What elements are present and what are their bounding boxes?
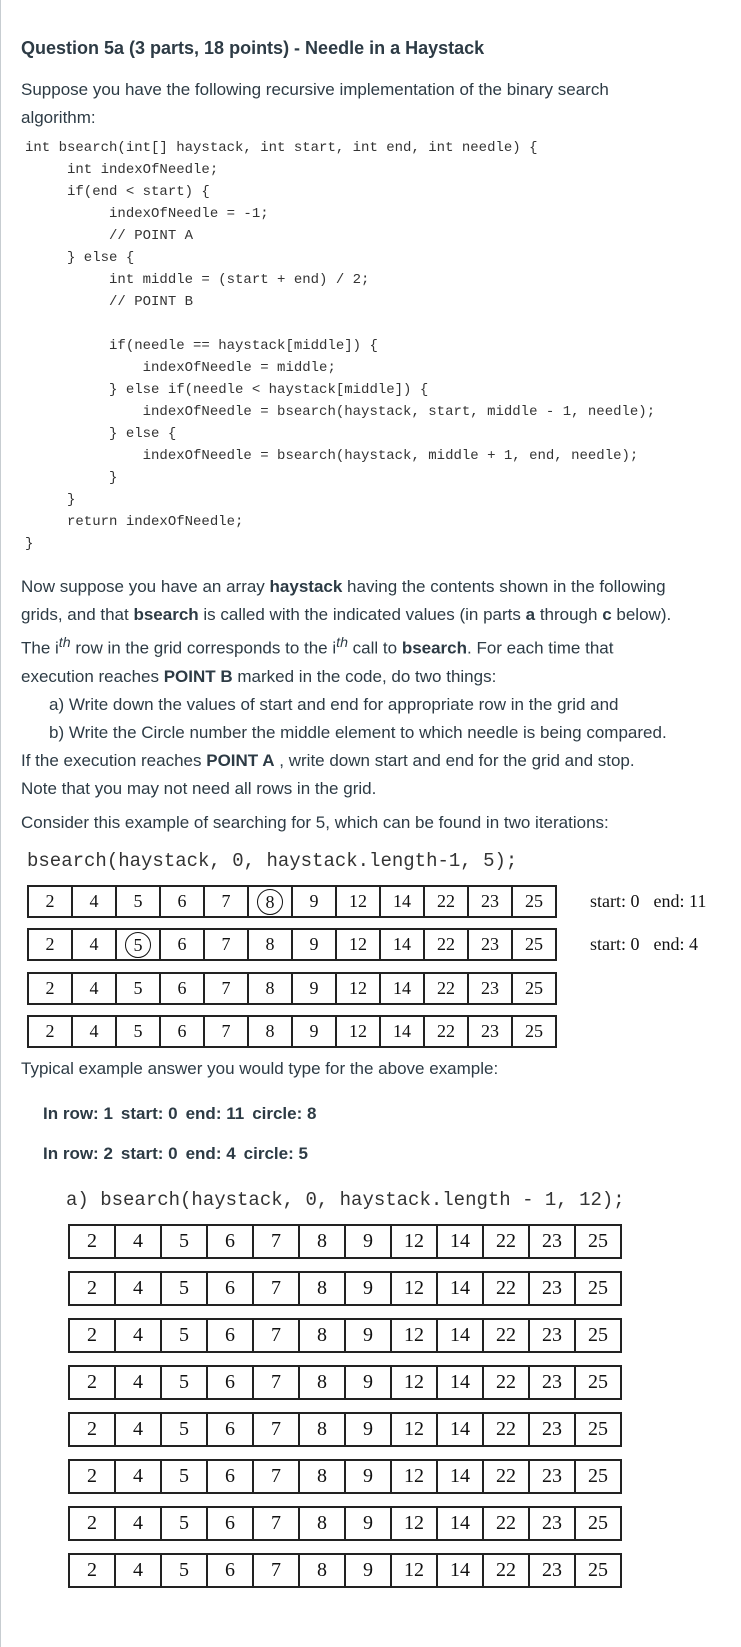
grid-cell: 12 (391, 1554, 437, 1587)
grid-cell: 2 (28, 1016, 72, 1047)
grid-cell: 5 (116, 886, 160, 917)
grid-cell: 14 (380, 929, 424, 960)
grid-cell: 22 (424, 886, 468, 917)
grid-cell: 12 (391, 1225, 437, 1258)
grid-cell: 8 (299, 1366, 345, 1399)
grid-cell: 22 (483, 1460, 529, 1493)
grid-cell: 23 (529, 1366, 575, 1399)
grid-cell: 5 (161, 1319, 207, 1352)
grid-cell: 7 (204, 929, 248, 960)
grid-cell: 25 (575, 1366, 621, 1399)
grid-cell: 14 (437, 1460, 483, 1493)
grid-cell: 9 (345, 1413, 391, 1446)
grid-cell: 12 (336, 929, 380, 960)
grid-cell: 23 (529, 1272, 575, 1305)
grid-cell: 5 (161, 1460, 207, 1493)
grid-cell: 8 (299, 1272, 345, 1305)
grid-cell: 22 (483, 1413, 529, 1446)
grid-cell (248, 886, 292, 917)
grid-cell: 4 (115, 1413, 161, 1446)
grid-cell: 9 (345, 1319, 391, 1352)
grid-cell: 14 (380, 1016, 424, 1047)
part-a-grid-row-1 (68, 1224, 622, 1259)
grid-cell: 6 (160, 886, 204, 917)
grid-cell: 22 (483, 1366, 529, 1399)
grid-cell: 14 (437, 1366, 483, 1399)
grid-cell: 4 (115, 1272, 161, 1305)
grid-cell: 4 (72, 973, 116, 1004)
answer-row-2: In row: 2 start: 0 end: 4 circle: 5 (43, 1144, 308, 1163)
grid-cell: 7 (253, 1272, 299, 1305)
grid-cell: 9 (345, 1272, 391, 1305)
grid-cell: 2 (69, 1225, 115, 1258)
part-a-grid-row-4 (68, 1365, 622, 1400)
grid-cell: 9 (292, 973, 336, 1004)
example-grid-row-2 (27, 928, 557, 961)
grid-cell: 6 (207, 1413, 253, 1446)
instr-line-6: b) Write the Circle number the middle element to which needle is being compared. (49, 722, 667, 742)
grid-cell: 8 (248, 1016, 292, 1047)
part-a-grid-row-8 (68, 1553, 622, 1588)
circled-middle-value: 8 (257, 889, 283, 915)
grid-cell: 7 (253, 1366, 299, 1399)
example-call: bsearch(haystack, 0, haystack.length-1, 5); (27, 850, 518, 872)
grid-cell: 22 (483, 1507, 529, 1540)
grid-cell: 5 (161, 1272, 207, 1305)
grid-cell: 4 (115, 1319, 161, 1352)
grid-cell: 9 (345, 1507, 391, 1540)
grid-cell: 7 (204, 973, 248, 1004)
grid-cell: 12 (336, 886, 380, 917)
grid-cell: 4 (115, 1366, 161, 1399)
grid-cell: 14 (380, 886, 424, 917)
grid-cell: 23 (529, 1554, 575, 1587)
grid-cell: 2 (69, 1413, 115, 1446)
grid-cell: 22 (483, 1225, 529, 1258)
grid-cell: 22 (483, 1272, 529, 1305)
grid-cell: 14 (437, 1413, 483, 1446)
grid-cell: 25 (575, 1507, 621, 1540)
intro-line-2: algorithm: (21, 108, 96, 127)
grid-cell: 22 (424, 973, 468, 1004)
grid-cell: 14 (437, 1507, 483, 1540)
grid-cell: 12 (391, 1366, 437, 1399)
grid-cell: 4 (72, 886, 116, 917)
instr-line-2: grids, and that bsearch is called with the indicated values (in parts a through c below). (21, 605, 672, 624)
grid-cell: 8 (299, 1460, 345, 1493)
grid-cell: 2 (28, 886, 72, 917)
grid-cell: 5 (161, 1225, 207, 1258)
grid-cell: 23 (468, 973, 512, 1004)
grid-cell: 12 (391, 1413, 437, 1446)
example-start-end-label: start: 0 end: 4 (590, 934, 698, 954)
grid-cell: 2 (69, 1272, 115, 1305)
instructions-paragraph (21, 573, 671, 803)
grid-cell: 14 (437, 1554, 483, 1587)
grid-cell: 6 (207, 1225, 253, 1258)
part-a-grid-row-6 (68, 1459, 622, 1494)
grid-cell: 6 (207, 1272, 253, 1305)
grid-cell: 25 (575, 1554, 621, 1587)
grid-cell: 14 (437, 1225, 483, 1258)
grid-cell: 25 (512, 929, 556, 960)
grid-cell: 2 (28, 973, 72, 1004)
grid-cell: 7 (253, 1225, 299, 1258)
part-a-call: a) bsearch(haystack, 0, haystack.length - 1, 12); (66, 1189, 625, 1211)
grid-cell: 12 (391, 1272, 437, 1305)
grid-cell: 25 (575, 1460, 621, 1493)
intro-paragraph (21, 76, 721, 132)
grid-cell: 2 (69, 1319, 115, 1352)
grid-cell: 7 (253, 1460, 299, 1493)
grid-cell: 25 (512, 973, 556, 1004)
grid-cell: 6 (207, 1366, 253, 1399)
grid-cell: 6 (207, 1460, 253, 1493)
grid-cell: 7 (253, 1507, 299, 1540)
grid-cell: 9 (345, 1554, 391, 1587)
grid-cell: 4 (115, 1225, 161, 1258)
grid-cell (116, 929, 160, 960)
grid-cell: 12 (391, 1460, 437, 1493)
grid-cell: 4 (115, 1554, 161, 1587)
part-a-grid-row-3 (68, 1318, 622, 1353)
grid-cell: 4 (72, 1016, 116, 1047)
grid-cell: 14 (380, 973, 424, 1004)
example-grid-row-4 (27, 1015, 557, 1048)
grid-cell: 12 (391, 1507, 437, 1540)
instr-line-8: Note that you may not need all rows in the grid. (21, 778, 377, 798)
grid-cell: 6 (207, 1319, 253, 1352)
grid-cell: 5 (116, 973, 160, 1004)
grid-cell: 4 (115, 1460, 161, 1493)
grid-cell: 6 (160, 973, 204, 1004)
grid-cell: 25 (575, 1272, 621, 1305)
grid-cell: 23 (468, 1016, 512, 1047)
grid-cell: 14 (437, 1272, 483, 1305)
grid-cell: 23 (529, 1507, 575, 1540)
grid-cell: 12 (336, 1016, 380, 1047)
grid-cell: 4 (115, 1507, 161, 1540)
example-start-end-label: start: 0 end: 11 (590, 891, 707, 911)
grid-cell: 2 (69, 1554, 115, 1587)
grid-cell: 8 (248, 973, 292, 1004)
grid-cell: 6 (207, 1507, 253, 1540)
intro-line-1: Suppose you have the following recursive implementation of the binary search (21, 80, 609, 99)
grid-cell: 2 (69, 1507, 115, 1540)
grid-cell: 8 (248, 929, 292, 960)
grid-cell: 5 (116, 1016, 160, 1047)
grid-cell: 12 (391, 1319, 437, 1352)
grid-cell: 22 (424, 929, 468, 960)
grid-cell: 25 (575, 1413, 621, 1446)
grid-cell: 9 (292, 929, 336, 960)
grid-cell: 8 (299, 1319, 345, 1352)
grid-cell: 23 (529, 1319, 575, 1352)
grid-cell: 5 (161, 1413, 207, 1446)
grid-cell: 22 (424, 1016, 468, 1047)
code-block: int bsearch(int[] haystack, int start, int end, int needle) { int indexOfNeedle; if(end < start) { indexOfNeedle = -1; // POINT A } else { int middle = (start + end) / 2; // POINT B if(needle == haystack[middle]) { indexOfNeedle = middle; } else if(needle < haystack[middle]) { indexOfNeedle = bsearch(haystack, start, middle - 1, needle); } else { indexOfNeedle = bsearch(haystack, middle + 1, end, needle); } } return indexOfNeedle; } (25, 140, 656, 552)
grid-cell: 4 (72, 929, 116, 960)
grid-cell: 25 (575, 1225, 621, 1258)
grid-cell: 2 (69, 1460, 115, 1493)
instr-line-1: Now suppose you have an array haystack having the contents shown in the following (21, 577, 666, 596)
grid-cell: 6 (207, 1554, 253, 1587)
part-a-grid-row-7 (68, 1506, 622, 1541)
grid-cell: 23 (529, 1460, 575, 1493)
grid-cell: 8 (299, 1507, 345, 1540)
example-grid-row-1 (27, 885, 557, 918)
answer-row-1: In row: 1 start: 0 end: 11 circle: 8 (43, 1104, 317, 1123)
grid-cell: 8 (299, 1225, 345, 1258)
grid-cell: 6 (160, 1016, 204, 1047)
grid-cell: 22 (483, 1554, 529, 1587)
grid-cell: 23 (529, 1413, 575, 1446)
grid-cell: 9 (292, 886, 336, 917)
grid-cell: 7 (204, 886, 248, 917)
grid-cell: 25 (575, 1319, 621, 1352)
left-border-rule (0, 0, 1, 1647)
grid-cell: 14 (437, 1319, 483, 1352)
grid-cell: 23 (529, 1225, 575, 1258)
instr-line-7: If the execution reaches POINT A , write down start and end for the grid and stop. (21, 750, 635, 770)
grid-cell: 5 (161, 1507, 207, 1540)
consider-text: Consider this example of searching for 5, which can be found in two iterations: (21, 813, 609, 832)
grid-cell: 9 (345, 1460, 391, 1493)
grid-cell: 23 (468, 929, 512, 960)
grid-cell: 2 (28, 929, 72, 960)
grid-cell: 9 (345, 1225, 391, 1258)
grid-cell: 12 (336, 973, 380, 1004)
grid-cell: 8 (299, 1413, 345, 1446)
grid-cell: 25 (512, 886, 556, 917)
grid-cell: 6 (160, 929, 204, 960)
grid-cell: 9 (345, 1366, 391, 1399)
grid-cell: 7 (253, 1319, 299, 1352)
grid-cell: 5 (161, 1366, 207, 1399)
typical-answer-label: Typical example answer you would type for the above example: (21, 1059, 499, 1078)
grid-cell: 22 (483, 1319, 529, 1352)
example-grid-row-3 (27, 972, 557, 1005)
instr-line-4: execution reaches POINT B marked in the code, do two things: (21, 666, 497, 686)
instr-line-3: The $i^{th}$ row in the grid corresponds to the $i^{th}$ call to bsearch. For each time that (21, 635, 614, 658)
grid-cell: 5 (161, 1554, 207, 1587)
grid-cell: 25 (512, 1016, 556, 1047)
grid-cell: 7 (204, 1016, 248, 1047)
grid-cell: 2 (69, 1366, 115, 1399)
grid-cell: 7 (253, 1554, 299, 1587)
grid-cell: 7 (253, 1413, 299, 1446)
grid-cell: 9 (292, 1016, 336, 1047)
question-title: Question 5a (3 parts, 18 points) - Needle in a Haystack (21, 38, 485, 58)
instr-line-5: a) Write down the values of start and end for appropriate row in the grid and (49, 694, 619, 714)
grid-cell: 23 (468, 886, 512, 917)
part-a-grid-row-2 (68, 1271, 622, 1306)
grid-cell: 8 (299, 1554, 345, 1587)
part-a-grid-row-5 (68, 1412, 622, 1447)
circled-middle-value: 5 (125, 932, 151, 958)
